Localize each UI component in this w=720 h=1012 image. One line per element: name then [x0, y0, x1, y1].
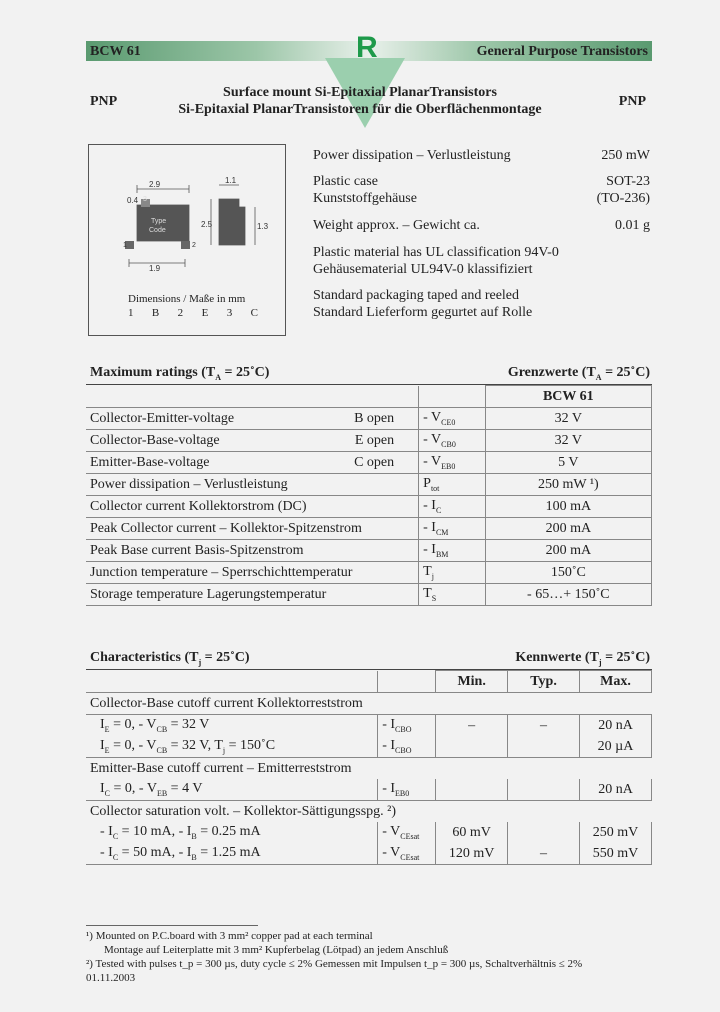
spec-case-label-de: Kunststoffgehäuse — [313, 191, 417, 206]
spec-power-label: Power dissipation – Verlustleistung — [313, 148, 511, 163]
max-ratings-table — [86, 385, 652, 606]
pinout-item: C — [250, 307, 258, 319]
pin-2-label: 2 — [192, 242, 196, 249]
category-title: General Purpose Transistors — [476, 44, 648, 59]
footnote-1-de: Montage auf Leiterplatte mit 3 mm² Kupferbelag (Lötpad) an jedem Anschluß — [104, 944, 449, 956]
col-min: Min. — [436, 671, 508, 693]
table-row: Collector-Emitter-voltage B open - $V_{CE0}$ 32 V — [86, 408, 652, 430]
table-row: $I_E = 0$, - $V_{CB} = 32$ V, $T_j$ = 150˚C - $I_{CBO}$ 20 µA — [86, 736, 652, 758]
group-heading: Collector saturation volt. – Kollektor-Sättigungsspg. ²) — [86, 801, 652, 823]
pinout-item: E — [201, 307, 209, 319]
spec-weight-label: Weight approx. – Gewicht ca. — [313, 218, 480, 233]
spec-ul-label-de: Gehäusematerial UL94V-0 klassifiziert — [313, 262, 533, 277]
pinout-item: 2 — [177, 307, 184, 319]
dim-pitch: 1.9 — [149, 264, 161, 273]
table-row: Junction temperature – Sperrschichttemperatur $T_j$ 150˚C — [86, 562, 652, 584]
footnote-2: ²) Tested with pulses t_p = 300 µs, duty cycle ≤ 2% Gemessen mit Impulsen t_p = 300 µs, Schaltverhältnis ≤ 2% — [86, 958, 583, 970]
spec-power-value: 250 mW — [601, 148, 650, 163]
max-ratings-title: Maximum ratings ($T_A$ = 25˚C) — [90, 365, 270, 382]
dim-width: 2.9 — [149, 180, 161, 189]
part-number: BCW 61 — [90, 44, 141, 59]
pinout-item: B — [151, 307, 160, 319]
pin-3-label: 3 — [143, 196, 147, 203]
table-row: Peak Base current Basis-Spitzenstrom - $I_{BM}$ 200 mA — [86, 540, 652, 562]
column-header: BCW 61 — [485, 386, 651, 408]
type-label: Type — [151, 218, 167, 225]
spec-case-label: Plastic case — [313, 174, 378, 189]
col-max: Max. — [580, 671, 652, 693]
title-english: Surface mount Si-Epitaxial PlanarTransistors — [223, 85, 497, 100]
pinout-item: 3 — [226, 307, 233, 319]
document-date: 01.11.2003 — [86, 972, 136, 984]
dim-height: 2.5 — [201, 220, 213, 229]
title-german: Si-Epitaxial PlanarTransistoren für die Oberflächenmontage — [178, 102, 542, 117]
spec-pack-label: Standard packaging taped and reeled — [313, 288, 520, 303]
pinout-item: 1 — [128, 307, 134, 319]
dim-side: 1.3 — [257, 222, 269, 231]
group-heading: Emitter-Base cutoff current – Emitterreststrom — [86, 758, 652, 780]
spec-ul-label: Plastic material has UL classification 94V-0 — [313, 245, 559, 260]
max-ratings-title-de: Grenzwerte ($T_A$ = 25˚C) — [507, 365, 650, 382]
table-row: Peak Collector current – Kollektor-Spitzenstrom - $I_{CM}$ 200 mA — [86, 518, 652, 540]
footnote-rule — [86, 925, 258, 926]
table-row: $I_E = 0$, - $V_{CB} = 32$ V - $I_{CBO}$ – – 20 nA — [86, 715, 652, 737]
logo-letter: R — [356, 31, 378, 64]
group-heading: Collector-Base cutoff current Kollektorreststrom — [86, 693, 652, 715]
spec-pack-label-de: Standard Lieferform gegurtet auf Rolle — [313, 305, 533, 320]
table-row: - $I_C = 50$ mA, - $I_B = 1.25$ mA - $V_{CEsat}$ 120 mV – 550 mV — [86, 843, 652, 865]
table-row: Emitter-Base-voltage C open - $V_{EB0}$ 5 V — [86, 452, 652, 474]
table-row: Collector current Kollektorstrom (DC) - $I_C$ 100 mA — [86, 496, 652, 518]
type-right: PNP — [618, 94, 646, 109]
footnote-1: ¹) Mounted on P.C.board with 3 mm² copper pad at each terminal — [86, 930, 373, 942]
characteristics-title: Characteristics ($T_j$ = 25˚C) — [90, 650, 250, 667]
col-typ: Typ. — [508, 671, 580, 693]
table-row: Storage temperature Lagerungstemperatur $T_S$ - 65…+ 150˚C — [86, 584, 652, 606]
type-left: PNP — [90, 94, 118, 109]
dim-lead: 0.4 — [127, 196, 139, 205]
table-row: Power dissipation – Verlustleistung $P_{tot}$ 250 mW ¹) — [86, 474, 652, 496]
dim-right: 1.1 — [225, 176, 237, 185]
characteristics-title-de: Kennwerte ($T_j$ = 25˚C) — [515, 650, 650, 667]
table-row: - $I_C = 10$ mA, - $I_B = 0.25$ mA - $V_{CEsat}$ 60 mV 250 mV — [86, 822, 652, 843]
pinout — [128, 307, 258, 319]
table-row: $I_C = 0$, - $V_{EB} = 4$ V - $I_{EB0}$ 20 nA — [86, 779, 652, 801]
spec-weight-value: 0.01 g — [615, 218, 650, 233]
code-label: Code — [149, 227, 166, 234]
spec-case-value: SOT-23 — [606, 174, 650, 189]
characteristics-table — [86, 670, 652, 865]
dims-caption: Dimensions / Maße in mm — [128, 293, 246, 305]
pin-1-label: 1 — [123, 242, 127, 249]
table-row: Collector-Base-voltage E open - $V_{CB0}$ 32 V — [86, 430, 652, 452]
spec-case-value2: (TO-236) — [596, 191, 650, 206]
